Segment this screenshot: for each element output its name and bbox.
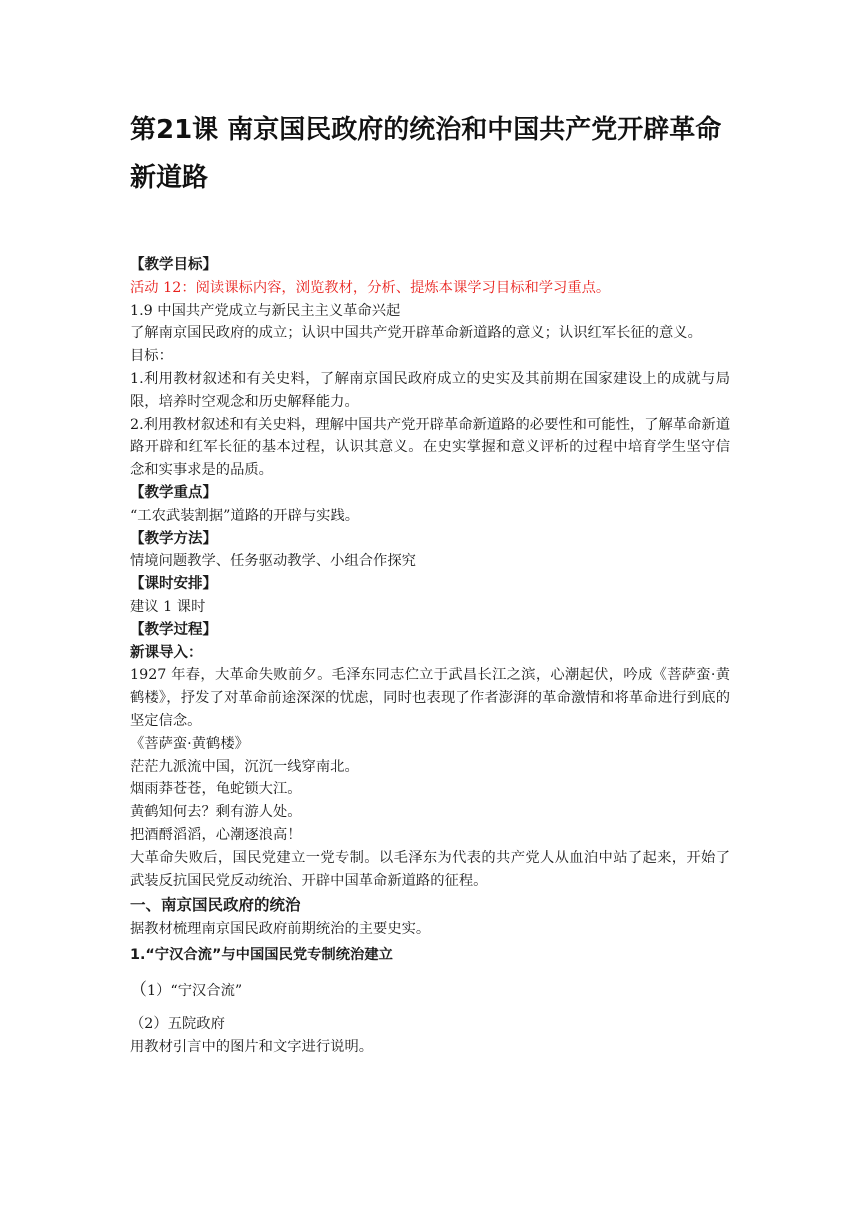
intro-heading: 新课导入： xyxy=(130,644,203,661)
schedule-text: 建议 1 课时 xyxy=(130,598,206,615)
subsection-heading-1: 1.“宁汉合流”与中国国民党专制统治建立 xyxy=(130,947,393,964)
after-poem-text: 大革命失败后，国民党建立一党专制。以毛泽东为代表的共产党人从血泊中站了起来，开始了武装反抗国民党反动统治、开辟中国革命新道路的征程。 xyxy=(130,849,730,889)
method-text: 情境问题教学、任务驱动教学、小组合作探究 xyxy=(130,553,416,570)
schedule-heading: 【课时安排】 xyxy=(130,576,217,593)
item-2: （2）五院政府 xyxy=(130,1015,225,1032)
lesson-body xyxy=(130,254,730,1059)
goal-item-2: 2.利用教材叙述和有关史料，理解中国共产党开辟革命新道路的必要性和可能性，了解革命新道路开辟和红军长征的基本过程，认识其意义。在史实掌握和意义评析的过程中培育学生坚守信念和实事求是的品质。 xyxy=(130,416,730,479)
poem-line-1: 茫茫九派流中国，沉沉一线穿南北。 xyxy=(130,758,359,775)
section-heading-1: 一、南京国民政府的统治 xyxy=(130,896,301,915)
item-1-paren: （ xyxy=(130,980,147,1001)
standard-text: 了解南京国民政府的成立；认识中国共产党开辟革命新道路的意义；认识红军长征的意义。 xyxy=(130,325,702,342)
poem-line-4: 把酒酹滔滔，心潮逐浪高！ xyxy=(130,826,302,843)
key-text: “工农武装割据”道路的开辟与实践。 xyxy=(130,507,360,524)
key-heading: 【教学重点】 xyxy=(130,484,217,501)
method-heading: 【教学方法】 xyxy=(130,530,217,547)
poem-line-3: 黄鹤知何去？剩有游人处。 xyxy=(130,804,302,821)
goal-item-1: 1.利用教材叙述和有关史料，了解南京国民政府成立的史实及其前期在国家建设上的成就与局限，培养时空观念和历史解释能力。 xyxy=(130,370,730,410)
standard-code: 1.9 中国共产党成立与新民主主义革命兴起 xyxy=(130,302,401,319)
item-1 xyxy=(130,979,730,1003)
item-1-text: 1）“宁汉合流” xyxy=(147,983,243,1000)
lesson-title: 第21课 南京国民政府的统治和中国共产党开辟革命新道路 xyxy=(130,115,722,193)
item-2-text: 用教材引言中的图片和文字进行说明。 xyxy=(130,1038,374,1055)
process-heading: 【教学过程】 xyxy=(130,621,217,638)
poem-line-2: 烟雨莽苍苍，龟蛇锁大江。 xyxy=(130,781,302,798)
goals-label: 目标： xyxy=(130,348,173,365)
intro-text: 1927 年春，大革命失败前夕。毛泽东同志伫立于武昌长江之滨，心潮起伏，吟成《菩萨蛮·黄鹤楼》，抒发了对革命前途深深的忧虑，同时也表现了作者澎湃的革命激情和将革命进行到底的坚定信念。 xyxy=(130,667,730,729)
section-1-text: 据教材梳理南京国民政府前期统治的主要史实。 xyxy=(130,921,431,938)
poem-title: 《菩萨蛮·黄鹤楼》 xyxy=(130,735,249,752)
activity-line: 活动 12：阅读课标内容，浏览教材，分析、提炼本课学习目标和学习重点。 xyxy=(130,279,611,296)
goal-heading: 【教学目标】 xyxy=(130,257,217,273)
